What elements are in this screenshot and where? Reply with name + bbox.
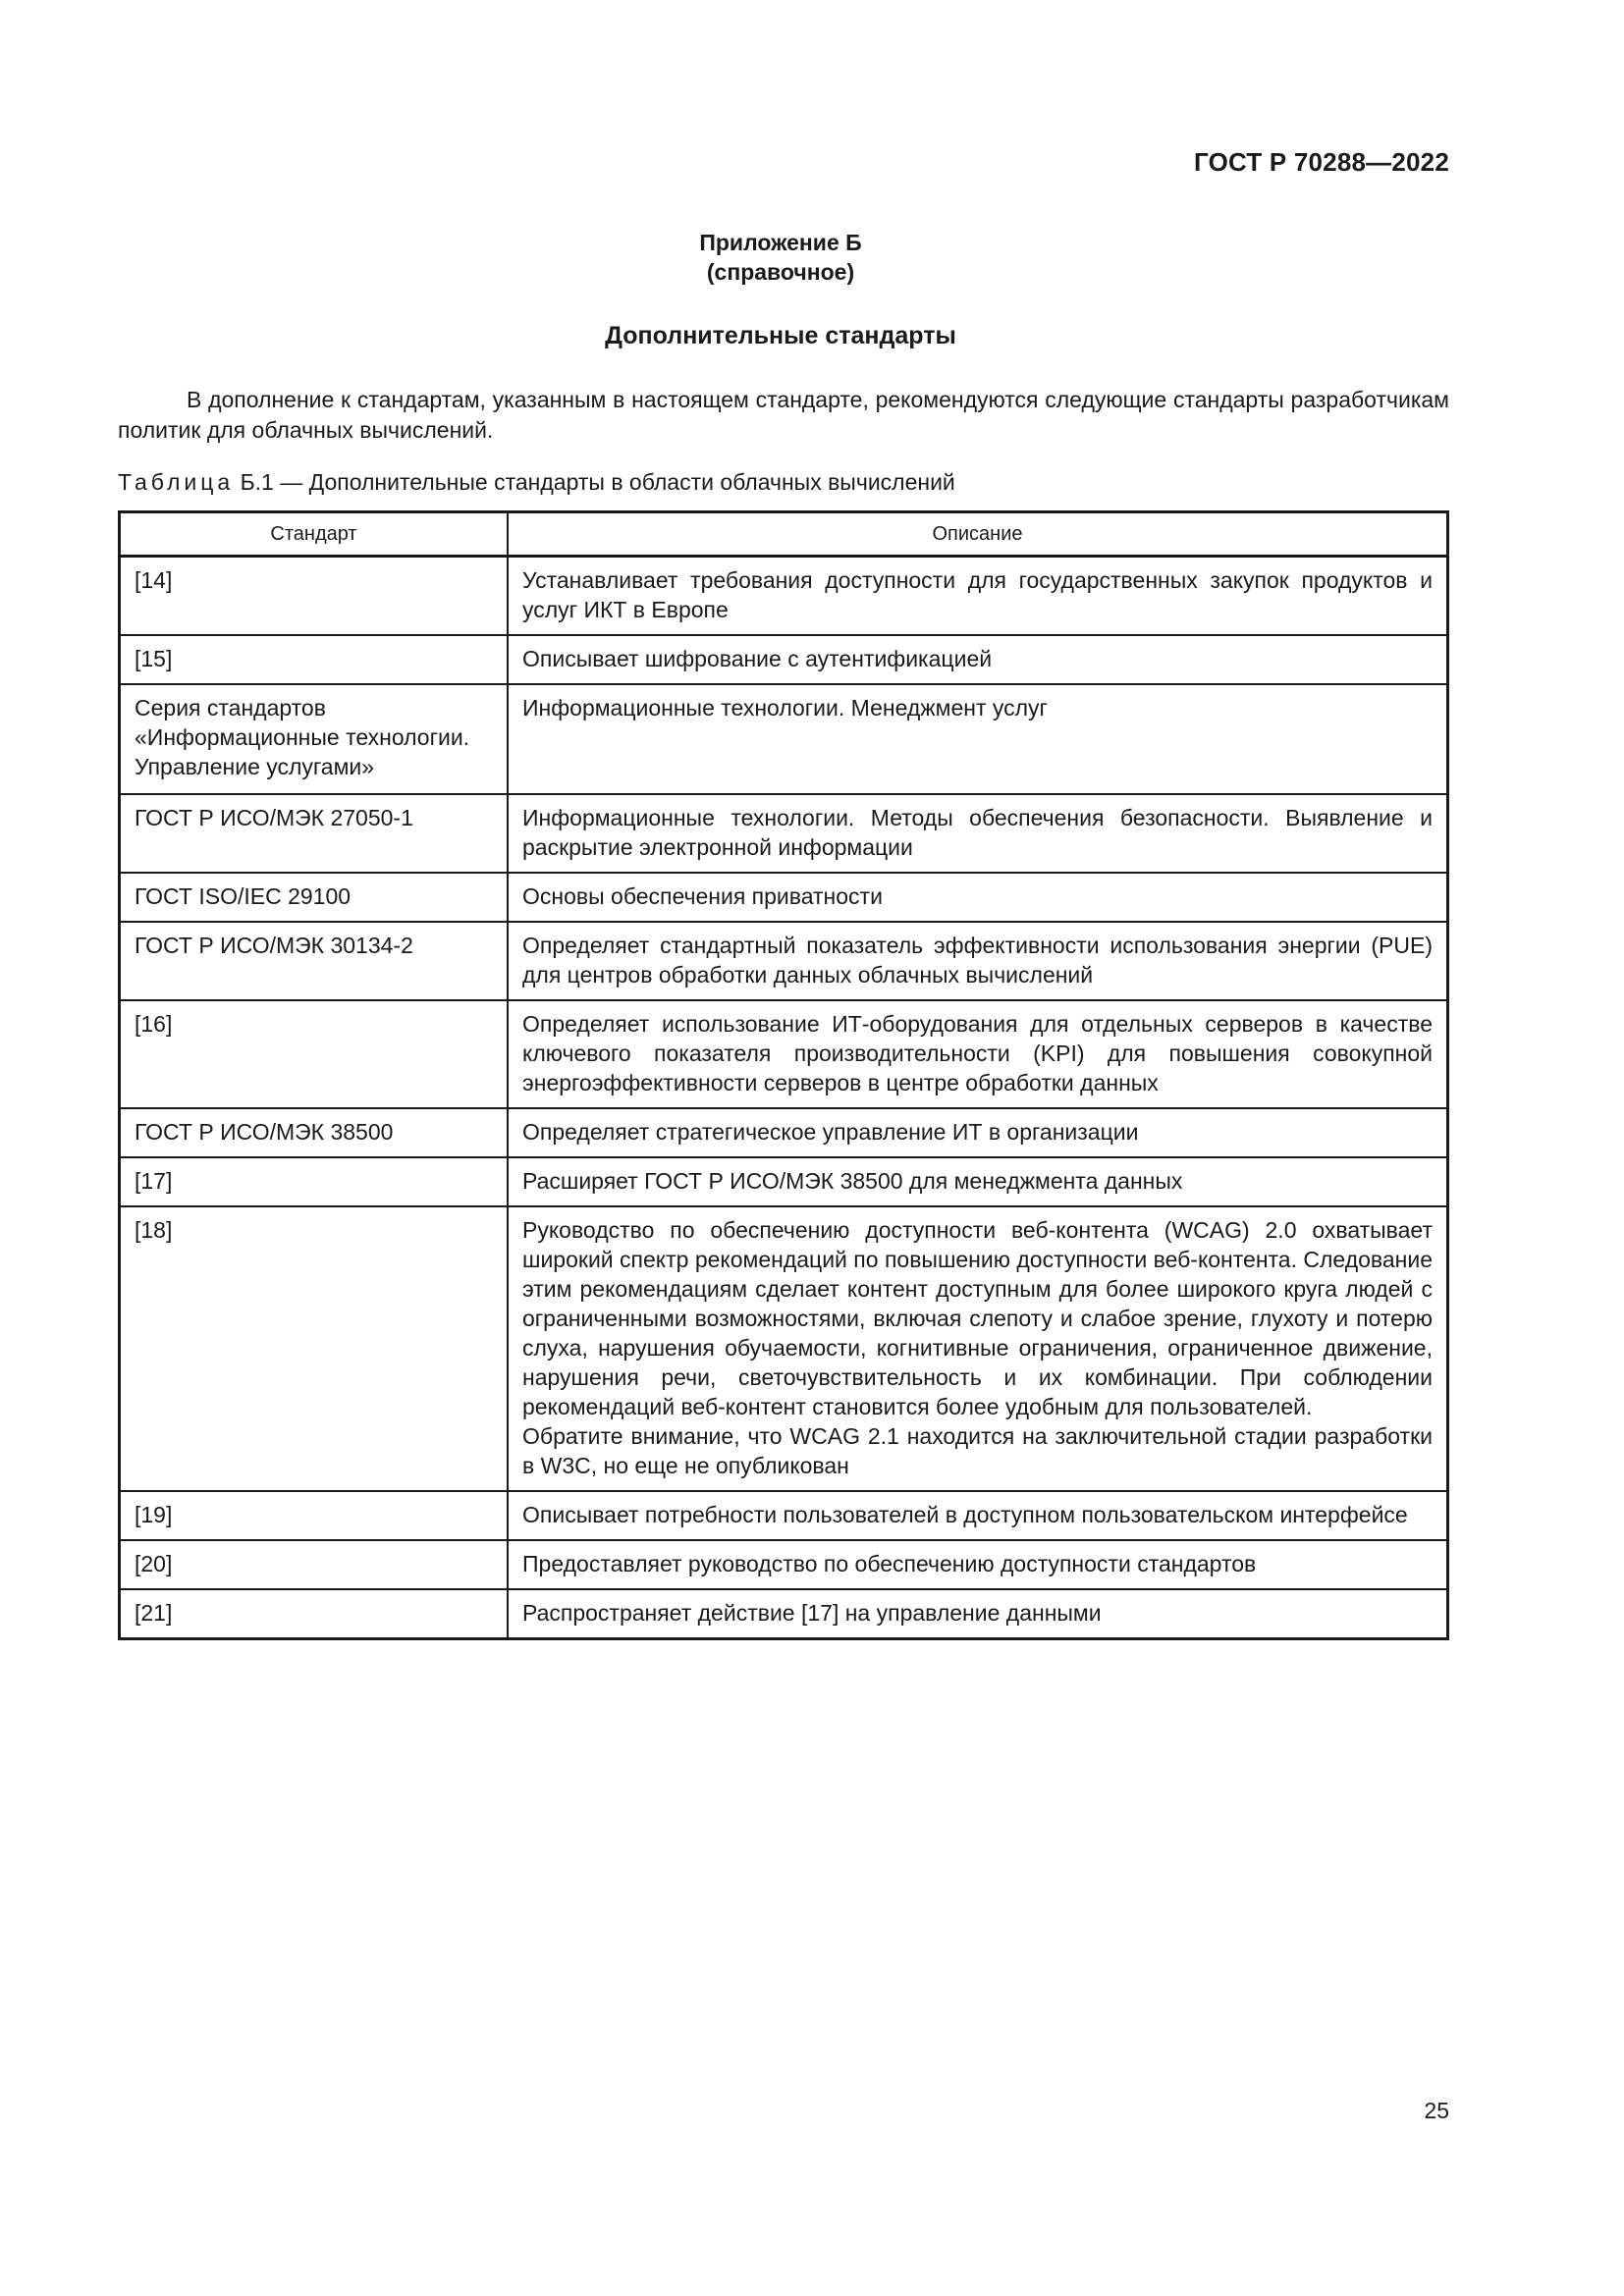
standards-table [118,510,1449,1640]
table-row [120,635,1448,684]
standard-cell: ГОСТ Р ИСО/МЭК 38500 [120,1108,509,1157]
section-title: Дополнительные стандарты [605,322,956,349]
table-row [120,684,1448,794]
table-row [120,873,1448,922]
standard-cell: Серия стандартов «Информационные технологии. Управление услугами» [120,684,509,794]
description-note: Обратите внимание, что WCAG 2.1 находится на заключительной стадии разработки в W3C, но еще не опубликован [522,1423,1433,1478]
standard-cell: [15] [120,635,509,684]
table-caption-text: Б.1 — Дополнительные стандарты в области облачных вычислений [240,469,955,495]
description-cell: Предоставляет руководство по обеспечению доступности стандартов [508,1540,1448,1589]
standard-cell: [16] [120,1000,509,1108]
description-cell: Устанавливает требования доступности для государственных закупок продуктов и услуг ИКТ в Европе [508,557,1448,636]
description-cell: Определяет использование ИТ-оборудования для отдельных серверов в качестве ключевого показателя производительности (KPI) для повышения совокупной энергоэффективности серверов в центре обработки данных [508,1000,1448,1108]
table-row [120,557,1448,636]
description-cell: Определяет стратегическое управление ИТ в организации [508,1108,1448,1157]
description-cell: Основы обеспечения приватности [508,873,1448,922]
page-number: 25 [1424,2098,1449,2123]
table-row [120,1108,1448,1157]
appendix-heading [0,228,1561,287]
table-row [120,1540,1448,1589]
standard-cell: ГОСТ Р ИСО/МЭК 27050-1 [120,794,509,873]
table-row [120,1000,1448,1108]
description-cell: Описывает потребности пользователей в доступном пользовательском интерфейсе [508,1491,1448,1540]
table-caption-label: Таблица [118,469,235,495]
appendix-subtitle: (справочное) [706,259,855,285]
description-cell: Информационные технологии. Методы обеспечения безопасности. Выявление и раскрытие электронной информации [508,794,1448,873]
column-header-standard: Стандарт [120,512,509,557]
standard-cell: [14] [120,557,509,636]
standard-cell: ГОСТ Р ИСО/МЭК 30134-2 [120,922,509,1000]
description-cell [508,1206,1448,1491]
standard-cell: [20] [120,1540,509,1589]
standard-cell: [18] [120,1206,509,1491]
intro-paragraph: В дополнение к стандартам, указанным в настоящем стандарте, рекомендуются следующие стандарты разработчикам политик для облачных вычислений. [118,387,1449,443]
standard-cell: [21] [120,1589,509,1639]
standard-cell: [17] [120,1157,509,1206]
table-row [120,1157,1448,1206]
table-row [120,794,1448,873]
description-cell: Расширяет ГОСТ Р ИСО/МЭК 38500 для менеджмента данных [508,1157,1448,1206]
description-cell: Распространяет действие [17] на управление данными [508,1589,1448,1639]
standard-cell: [19] [120,1491,509,1540]
appendix-title: Приложение Б [699,230,862,255]
standard-cell: ГОСТ ISO/IEC 29100 [120,873,509,922]
table-caption [118,469,955,496]
table-row [120,1491,1448,1540]
document-code: ГОСТ Р 70288—2022 [1194,147,1449,177]
column-header-description: Описание [508,512,1448,557]
table-header-row [120,512,1448,557]
description-cell: Информационные технологии. Менеджмент услуг [508,684,1448,794]
table-row [120,1589,1448,1639]
description-text: Руководство по обеспечению доступности веб-контента (WCAG) 2.0 охватывает широкий спектр рекомендаций по повышению доступности веб-контента. Следование этим рекомендациям сделает контент доступным для более широкого круга людей с ограниченными возможностями, включая слепоту и слабое зрение, глухоту и потерю слуха, нарушения обучаемости, когнитивные ограничения, ограниченное движение, нарушения речи, светочувствительность и их комбинации. При соблюдении рекомендаций веб-контент становится более удобным для пользователей. [522,1217,1433,1419]
description-cell: Описывает шифрование с аутентификацией [508,635,1448,684]
description-cell: Определяет стандартный показатель эффективности использования энергии (PUE) для центров обработки данных облачных вычислений [508,922,1448,1000]
table-row [120,1206,1448,1491]
table-row [120,922,1448,1000]
